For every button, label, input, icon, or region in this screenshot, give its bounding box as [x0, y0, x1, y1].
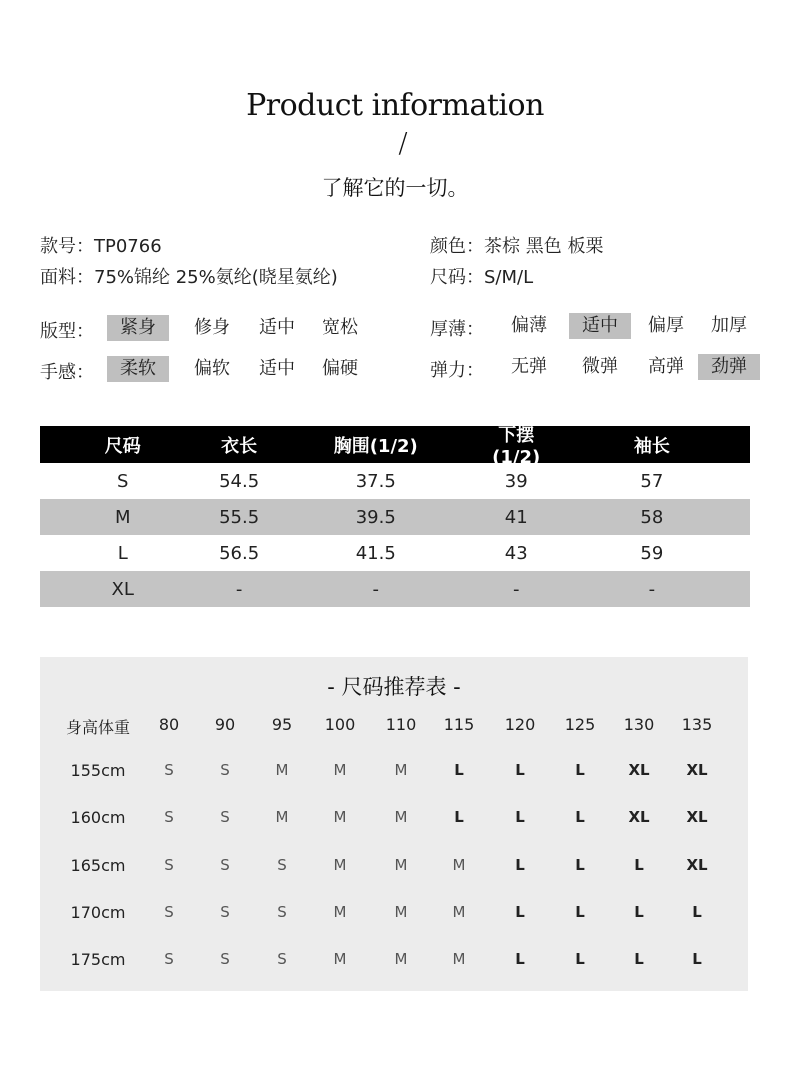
recommended-size-cell: L	[634, 856, 644, 874]
recommended-size-cell: L	[454, 808, 464, 826]
attribute-option: 偏薄	[511, 315, 547, 336]
weight-header: 95	[271, 715, 293, 734]
weight-header: 130	[623, 715, 655, 734]
header-length: 衣长	[221, 435, 258, 457]
header-size: 尺码	[104, 435, 141, 457]
table-cell: 57	[640, 470, 664, 492]
table-row	[40, 535, 750, 571]
weight-header: 135	[681, 715, 713, 734]
recommended-size-cell: M	[394, 950, 408, 968]
table-cell: L	[117, 542, 128, 564]
recommended-size-cell: XL	[628, 808, 650, 826]
attribute-option: 高弹	[648, 356, 684, 377]
table-cell: -	[235, 578, 243, 600]
recommended-size-cell: L	[515, 761, 525, 779]
recommendation-title: - 尺码推荐表 -	[327, 675, 461, 699]
recommended-size-cell: M	[275, 808, 289, 826]
table-cell: 41.5	[355, 542, 396, 564]
table-cell: 39.5	[355, 506, 396, 528]
recommended-size-cell: M	[275, 761, 289, 779]
recommended-size-cell: L	[515, 903, 525, 921]
table-row	[40, 463, 750, 499]
recommended-size-cell: M	[394, 903, 408, 921]
recommended-size-cell: L	[575, 856, 585, 874]
weight-header: 90	[214, 715, 236, 734]
recommended-size-cell: L	[575, 808, 585, 826]
table-cell: 37.5	[355, 470, 396, 492]
header-chest: 胸围(1/2)	[333, 435, 418, 457]
attribute-option-selected: 劲弹	[698, 354, 760, 380]
recommended-size-cell: L	[515, 808, 525, 826]
recommended-size-cell: L	[515, 950, 525, 968]
table-cell: 59	[640, 542, 664, 564]
height-header: 165cm	[70, 856, 126, 875]
recommended-size-cell: M	[333, 903, 347, 921]
table-cell: XL	[111, 578, 134, 600]
recommended-size-cell: S	[164, 903, 174, 921]
table-cell: -	[648, 578, 656, 600]
title-divider: /	[398, 126, 408, 159]
weight-header: 110	[385, 715, 417, 734]
table-cell: S	[117, 470, 129, 492]
recommended-size-cell: L	[634, 950, 644, 968]
recommended-size-cell: XL	[686, 761, 708, 779]
recommended-size-cell: S	[277, 950, 287, 968]
table-cell: 56.5	[219, 542, 260, 564]
weight-header: 100	[324, 715, 356, 734]
weight-header: 120	[504, 715, 536, 734]
table-cell: 54.5	[219, 470, 260, 492]
size-info: 尺码：S/M/L	[430, 267, 534, 288]
header-sleeve: 袖长	[633, 435, 670, 457]
attribute-label: 弹力：	[430, 360, 484, 381]
attribute-option-selected: 适中	[569, 313, 631, 339]
height-header: 170cm	[70, 903, 126, 922]
recommended-size-cell: L	[575, 761, 585, 779]
header-hem: 下摆(1/2)	[492, 425, 541, 468]
attribute-option: 适中	[259, 317, 295, 338]
weight-header: 115	[443, 715, 475, 734]
recommended-size-cell: L	[692, 950, 702, 968]
recommended-size-cell: L	[692, 903, 702, 921]
height-header: 175cm	[70, 950, 126, 969]
recommended-size-cell: L	[575, 903, 585, 921]
table-cell: -	[512, 578, 520, 600]
recommended-size-cell: M	[333, 808, 347, 826]
attribute-option: 无弹	[511, 356, 547, 377]
attribute-option: 加厚	[711, 315, 747, 336]
attribute-option: 偏厚	[648, 315, 684, 336]
recommended-size-cell: S	[164, 808, 174, 826]
recommended-size-cell: L	[454, 761, 464, 779]
fabric-info: 面料：75%锦纶 25%氨纶(晓星氨纶)	[40, 267, 338, 288]
size-recommendation-panel	[40, 657, 748, 991]
recommended-size-cell: S	[164, 761, 174, 779]
recommended-size-cell: S	[220, 950, 230, 968]
recommended-size-cell: M	[452, 950, 466, 968]
page-title: Product information	[246, 88, 544, 123]
recommended-size-cell: S	[277, 856, 287, 874]
recommendation-corner-label: 身高体重	[65, 718, 130, 737]
recommended-size-cell: S	[220, 856, 230, 874]
table-cell: 41	[504, 506, 528, 528]
recommended-size-cell: XL	[628, 761, 650, 779]
recommended-size-cell: XL	[686, 856, 708, 874]
size-table-header	[40, 425, 750, 468]
attribute-option: 适中	[259, 358, 295, 379]
attribute-option: 偏硬	[322, 358, 358, 379]
recommended-size-cell: S	[220, 761, 230, 779]
table-cell: -	[372, 578, 379, 600]
table-row	[40, 571, 750, 607]
height-header: 155cm	[70, 761, 126, 780]
recommended-size-cell: S	[164, 950, 174, 968]
size-table	[40, 426, 750, 607]
recommended-size-cell: L	[575, 950, 585, 968]
weight-header: 80	[158, 715, 180, 734]
recommended-size-cell: M	[394, 856, 408, 874]
attribute-label: 厚薄：	[430, 319, 484, 340]
table-cell: 55.5	[219, 506, 260, 528]
color-info: 颜色：茶棕 黑色 板栗	[430, 236, 604, 257]
table-cell: 39	[504, 470, 528, 492]
table-cell: M	[114, 506, 131, 528]
recommended-size-cell: M	[333, 761, 347, 779]
recommended-size-cell: M	[333, 856, 347, 874]
attribute-option: 偏软	[194, 358, 230, 379]
recommended-size-cell: S	[220, 903, 230, 921]
recommended-size-cell: M	[452, 856, 466, 874]
table-cell: 43	[504, 542, 528, 564]
attribute-option-selected: 紧身	[107, 315, 169, 341]
attribute-option-selected: 柔软	[107, 356, 169, 382]
recommended-size-cell: L	[515, 856, 525, 874]
recommended-size-cell: M	[394, 808, 408, 826]
table-row	[40, 499, 750, 535]
recommended-size-cell: S	[164, 856, 174, 874]
attribute-option: 修身	[194, 317, 230, 338]
attribute-label: 版型：	[40, 321, 94, 342]
recommended-size-cell: XL	[686, 808, 708, 826]
recommended-size-cell: M	[333, 950, 347, 968]
recommended-size-cell: S	[277, 903, 287, 921]
recommended-size-cell: S	[220, 808, 230, 826]
attribute-option: 宽松	[322, 317, 358, 338]
recommended-size-cell: M	[452, 903, 466, 921]
weight-header: 125	[564, 715, 596, 734]
recommended-size-cell: M	[394, 761, 408, 779]
table-cell: 58	[640, 506, 664, 528]
style-number: 款号：TP0766	[40, 236, 162, 257]
recommended-size-cell: L	[634, 903, 644, 921]
height-header: 160cm	[70, 808, 126, 827]
attribute-label: 手感：	[40, 362, 94, 383]
page-subtitle: 了解它的一切。	[321, 176, 469, 200]
attribute-option: 微弹	[582, 356, 618, 377]
